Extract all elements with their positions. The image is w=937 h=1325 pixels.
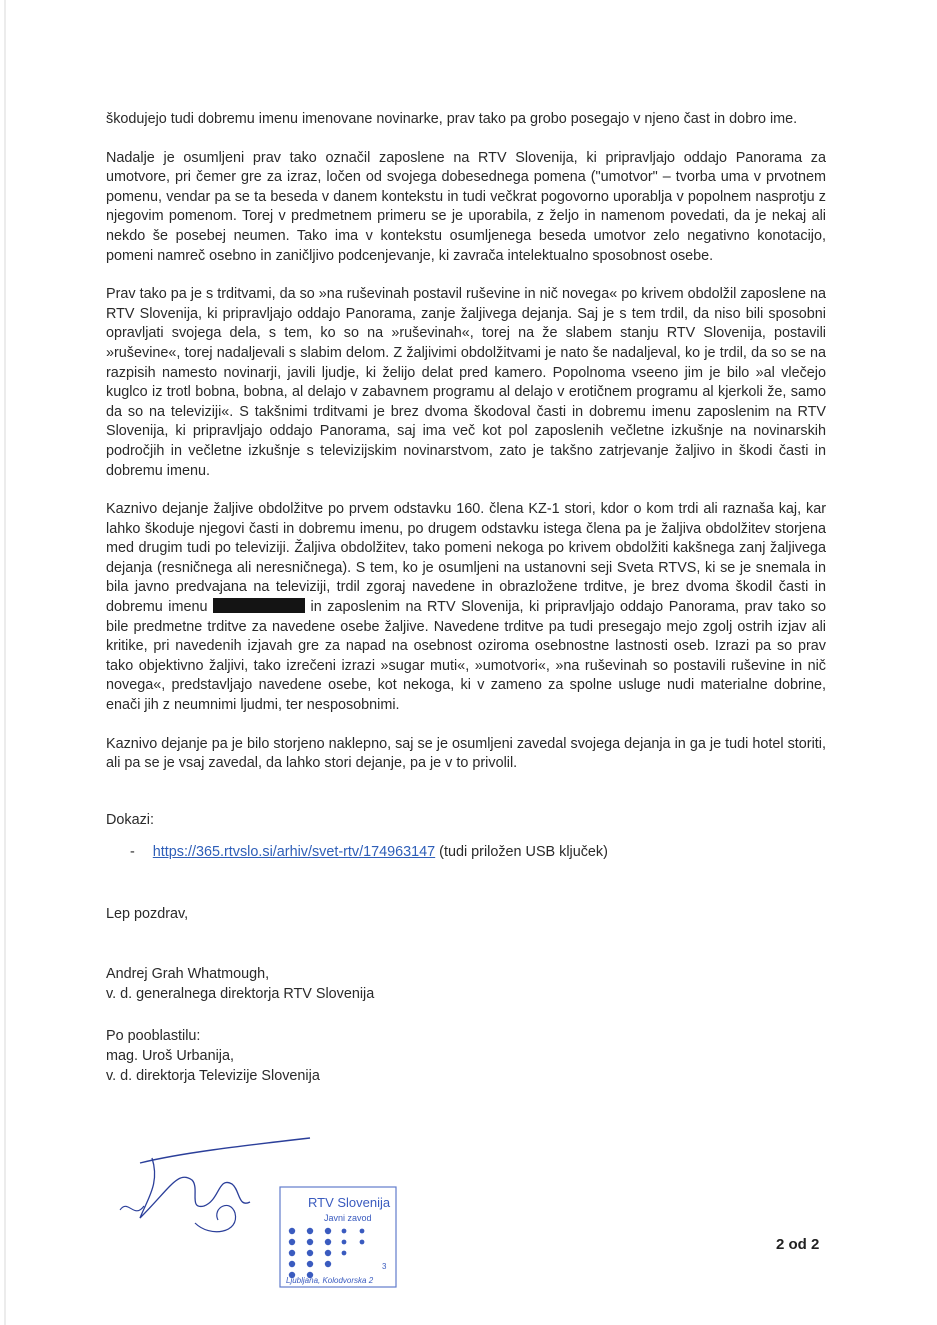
authorized-name: mag. Uroš Urbanija, xyxy=(106,1047,234,1064)
stamp-dot xyxy=(325,1261,331,1267)
stamp-dot xyxy=(307,1261,313,1267)
authorized-title: v. d. direktorja Televizije Slovenija xyxy=(106,1067,320,1084)
paragraph-2: Nadalje je osumljeni prav tako označil zaposlene na RTV Slovenija, ki pripravljajo oddajo Panorama za umotvore, pri čemer gre za izraz, ločen od svojega dobesednega pomena ("umotvor" – tvorba uma v prvotnem pomenu, vendar pa se ta beseda v danem kontekstu in tudi večkrat pogovorno uporablja v popolnem nasprotju z njegovim pomenom. Torej v predmetnem primeru se je uporabila, z željo in namenom povedati, da je nekaj ali nekdo še posebej neumen. Tako ima v kontekstu osumljenega beseda umotvor zelo negativno konotacijo, pomeni namreč osebno in zaničljivo podcenjevanje, ki zavrača intelektualno sposobnost osebe. xyxy=(106,149,826,264)
stamp-dot xyxy=(307,1250,313,1256)
evidence-bullet: - xyxy=(130,843,135,860)
page-number: 2 od 2 xyxy=(776,1236,820,1253)
stamp-dot xyxy=(307,1228,313,1234)
redaction-block xyxy=(213,598,305,613)
stamp-dot-logo xyxy=(289,1228,365,1278)
evidence-link[interactable]: https://365.rtvslo.si/arhiv/svet-rtv/174963147 xyxy=(152,843,436,860)
paragraph-4-before-redaction: Kaznivo dejanje žaljive obdolžitve po prvem odstavku 160. člena KZ-1 stori, kdor o kom trdi ali raznaša kaj, kar lahko škoduje njegovi časti in dobremu imenu, po drugem odstavku istega člena pa je žaljiva obdolžitev storjena med drugim tudi po televiziji. Žaljiva obdolžitev, tako pomeni nekoga po krivem obdolžiti kakšnega zanj žaljivega dejanja (resničnega ali neresničnega). S tem, ko je osumljeni na ustanovni seji Sveta RTVS, ki se je snemala in bila javno predvajana na televiziji, trdil zgoraj navedene in obrazložene trditve, je brez dvoma škodil časti in dobremu imenu xyxy=(106,501,826,616)
stamp-dot xyxy=(289,1239,295,1245)
paragraph-1: škodujejo tudi dobremu imenu imenovane novinarke, prav tako pa grobo posegajo v njeno čast in dobro ime. xyxy=(106,111,798,127)
stamp-address: Ljubljana, Kolodvorska 2 xyxy=(286,1276,374,1285)
scan-edge-line xyxy=(4,0,6,1325)
stamp-dot xyxy=(289,1261,295,1267)
authorization-block xyxy=(106,1026,826,1086)
evidence-link-note: (tudi priložen USB ključek) xyxy=(439,843,608,860)
signer-title: v. d. generalnega direktorja RTV Slovenija xyxy=(106,985,375,1002)
stamp-dot xyxy=(360,1229,365,1234)
stamp-org-text: RTV Slovenija xyxy=(308,1195,391,1210)
stamp-dot xyxy=(325,1239,331,1245)
closing-greeting: Lep pozdrav, xyxy=(106,905,189,922)
stamp-dot xyxy=(307,1239,313,1245)
letter-body xyxy=(106,110,826,1086)
authorization-label: Po pooblastilu: xyxy=(106,1027,201,1044)
stamp-dot xyxy=(325,1250,331,1256)
paragraph-4-after-redaction: in zaposlenim na RTV Slovenija, ki pripravljajo oddajo Panorama, prav tako so bile predmetne trditve za navedene osebe žaljive. Navedene trditve pa tudi presegajo mejo zgolj ostrih izjav ali kritike, pri navedenih izjavah gre za napad na osebnost oziroma osebnostne lastnosti oseb. Izrazi pa so prav tako objektivno žaljivi, tako izrečeni izrazi »sugar muti«, »umotvori«, »na ruševinah so postavili ruševine in nič novega«, predstavljajo navedene osebe, kot nekoga, ki v zameno za spolne usluge nudi materialne dobrine, enači jih z neumnimi ljudmi, ter nesposobnimi. xyxy=(106,599,827,714)
organization-stamp xyxy=(278,1185,398,1289)
signer-block xyxy=(106,964,826,1004)
paragraph-5: Kaznivo dejanje pa je bilo storjeno naklepno, saj se je osumljeni zavedal svojega dejanja in ga je tudi hotel storiti, ali pa se je vsaj zavedal, da lahko stori dejanje, pa je v to privolil. xyxy=(106,735,826,772)
evidence-label: Dokazi: xyxy=(106,811,154,828)
paragraph-3: Prav tako pa je s trditvami, da so »na ruševinah postavil ruševine in nič novega« po krivem obdolžil zaposlene na RTV Slovenija, ki pripravljajo oddajo Panorama, zanje žaljivega dejanja. Saj je s tem trdil, da niso bili sposobni opravljati svojega dela, s tem, ko so na »ruševinah«, torej na že slabem stanju RTV Slovenija, postavili »ruševine«, torej nadaljevali s slabim delom. Z žaljivimi obdolžitvami je nato še nadaljeval, ko je trdil, da so se na razpisih namesto novinarji, javili ljudje, ki želijo delat pred kamero. Popolnoma vseeno jim je bilo »al vlečejo kuglco iz trotl bobna, bobna, al delajo v zabavnem programu al delajo v erotičnem programu al kjerkoli že, samo da so na televiziji«. S takšnimi trditvami je brez dvoma škodoval časti in dobremu imenu zaposlenim na RTV Slovenija, ki pripravljajo oddajo Panorama, saj ima več kot pol zaposlenih večletne izkušnje na novinarskih področjih in večletne izkušnje s televizijskim novinarstvom, zato je takšno zatrjevanje žaljivo in škodi časti in dobremu imenu. xyxy=(106,286,826,479)
stamp-dot xyxy=(325,1228,331,1234)
stamp-graphic xyxy=(278,1185,398,1289)
evidence-item xyxy=(130,842,826,862)
stamp-sub-text: Javni zavod xyxy=(324,1213,372,1223)
stamp-number: 3 xyxy=(382,1262,387,1271)
stamp-dot xyxy=(342,1229,347,1234)
stamp-dot xyxy=(289,1250,295,1256)
stamp-dot xyxy=(342,1251,347,1256)
stamp-dot xyxy=(360,1240,365,1245)
paragraph-4 xyxy=(106,500,826,716)
stamp-dot xyxy=(289,1228,295,1234)
signer-name: Andrej Grah Whatmough, xyxy=(106,965,270,982)
stamp-dot xyxy=(342,1240,347,1245)
